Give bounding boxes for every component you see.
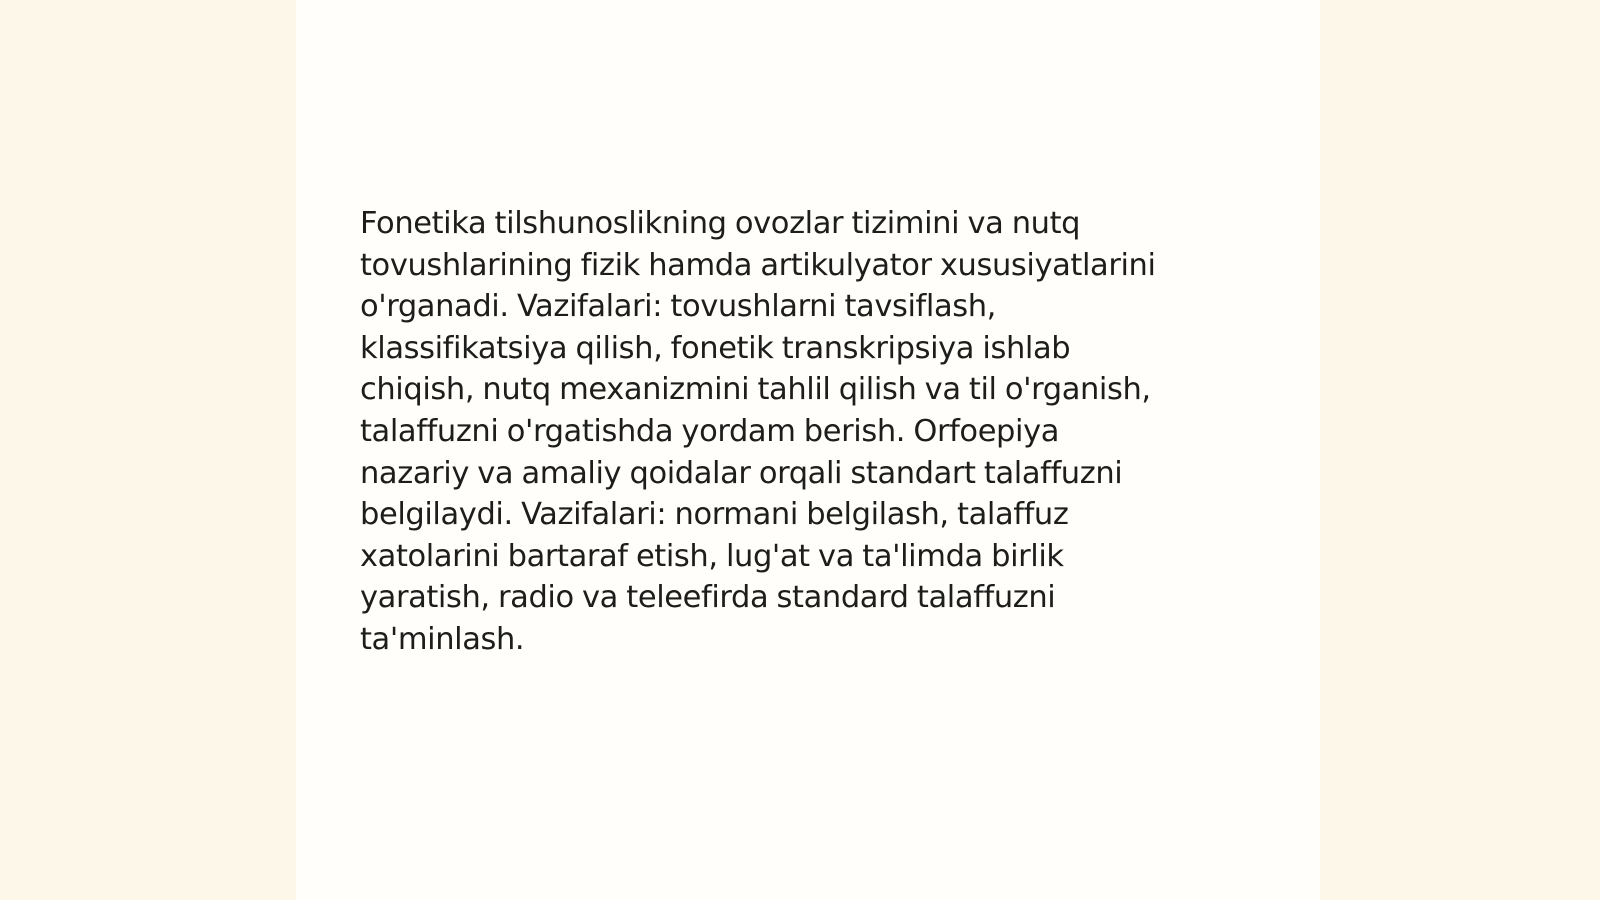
right-margin-panel [1320, 0, 1600, 900]
left-margin-panel [0, 0, 296, 900]
slide-body-text: Fonetika tilshunoslikning ovozlar tizimini va nutq tovushlarining fizik hamda artikulyator xususiyatlarini o'rganadi. Vazifalari: tovushlarni tavsiflash, klassifikatsiya qilish, fonetik transkripsiya ishlab chiqish, nutq mexanizmini tahlil qilish va til o'rganish, talaffuzni o'rgatishda yordam berish. Orfoepiya nazariy va amaliy qoidalar orqali standart talaffuzni belgilaydi. Vazifalari: normani belgilash, talaffuz xatolarini bartaraf etish, lug'at va ta'limda birlik yaratish, radio va teleefirda standard talaffuzni ta'minlash. [360, 206, 1156, 657]
